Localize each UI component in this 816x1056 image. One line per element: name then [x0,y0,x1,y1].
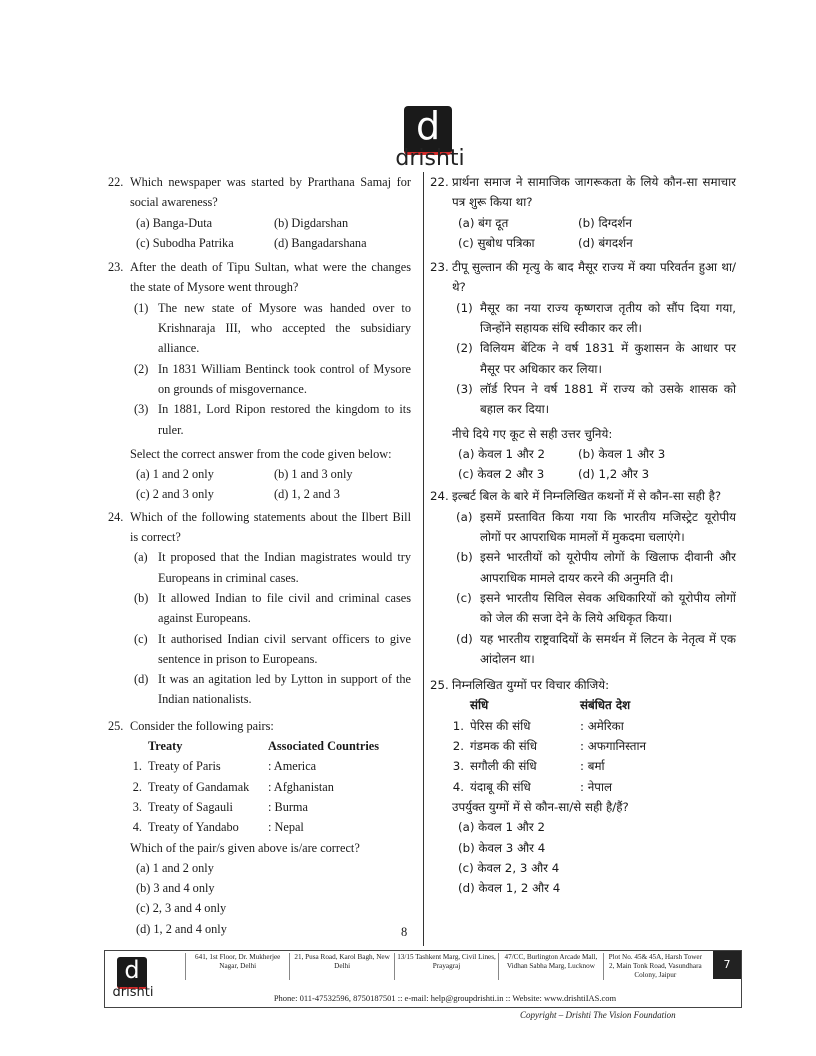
pairs-header [108,736,411,756]
instruction: Select the correct answer from the code given below: [130,446,392,461]
options-22-en [108,213,411,254]
question-25-en: 25. Consider the following pairs: [108,718,274,733]
question-24-en: 24. Which of the following statements about the Ilbert Bill is correct? [108,509,411,545]
question-text: Which of the following statements about the Ilbert Bill is correct? [130,509,411,545]
option: (a) केवल 1 और 2 [458,446,545,461]
copyright: Copyright – Drishti The Vision Foundation [520,1010,676,1020]
option: (b) Digdarshan [274,215,349,230]
question-23-en: 23. After the death of Tipu Sultan, what were the changes the state of Mysore went through? [108,260,411,295]
pair-row: 3. सगौली की संधि : बर्मा [452,759,605,774]
footer-brand: drishti [112,985,154,1000]
column-header: Associated Countries [268,739,380,754]
pair-row: 1. पेरिस की संधि : अमेरिका [452,718,624,733]
option: (c) 2 and 3 only [136,487,214,502]
question-text: Which newspaper was started by Prarthana Samaj for social awareness? [130,175,411,210]
option: (a) It proposed that the Indian magistrates would try Europeans in criminal cases. [134,550,411,585]
statement: (2) विलियम बेंटिक ने वर्ष 1831 में कुशासन के आधार पर मैसूर पर अधिकार कर लिया। [456,341,736,376]
pairs-question: Which of the pair/s given above is/are correct? [130,840,360,855]
address: 641, 1st Floor, Dr. Mukherjee Nagar, Delhi [185,953,289,980]
pair-row: 3. Treaty of Sagauli : Burma [132,799,308,814]
statement: (1) मैसूर का नया राज्य कृष्णराज तृतीय को सौंप दिया गया, जिन्होंने सहायक संधि स्वीकार कर ली। [456,300,736,336]
question-24-hi: 24. इल्बर्ट बिल के बारे में निम्नलिखित कथनों में से कौन-सा सही है? [430,489,722,504]
option: (d) 1, 2 and 3 [274,487,340,502]
option: (d) बंगदर्शन [578,235,633,250]
option: (b) इसने भारतीयों को यूरोपीय लोगों के खिलाफ दीवानी और आपराधिक मामले दायर करने की अनुमति दी। [456,550,736,585]
english-column [108,172,411,939]
option: (d) यह भारतीय राष्ट्रवादियों के समर्थन में लिटन के नेतृत्व में एक आंदोलन था। [456,631,736,666]
pairs-header [430,695,736,715]
addresses [185,953,707,980]
question-text: निम्नलिखित युग्मों पर विचार कीजिये: [452,678,610,693]
question-text: इल्बर्ट बिल के बारे में निम्नलिखित कथनों में से कौन-सा सही है? [452,489,722,504]
question-22-en: 22. Which newspaper was started by Prarthana Samaj for social awareness? [108,175,411,210]
pair-row: 4. Treaty of Yandabo : Nepal [132,820,304,835]
option: (b) 3 and 4 only [136,881,215,896]
options-23-en [108,464,411,505]
column-header: Treaty [148,739,183,754]
address: 47/CC, Burlington Arcade Mall, Vidhan Sabha Marg, Lucknow [498,953,602,980]
option: (d) केवल 1, 2 और 4 [458,881,561,896]
option: (b) दिग्दर्शन [578,215,632,230]
logo-glyph: d [415,104,441,148]
options-23-hi [430,444,736,485]
brand-name: drishti [395,146,465,171]
option: (a) इसमें प्रस्तावित किया गया कि भारतीय मजिस्ट्रेट यूरोपीय लोगों पर आपराधिक मामलों में मुकदमा चलाएंगे। [456,509,736,545]
option: (a) बंग दूत [458,215,509,230]
option: (d) It was an agitation led by Lytton in support of the Indian nationalists. [134,672,411,707]
pair-row: 1. Treaty of Paris : America [132,759,317,774]
statement: (2) In 1831 William Bentinck took control of Mysore on grounds of misgovernance. [134,361,411,396]
instruction: नीचे दिये गए कूट से सही उत्तर चुनिये: [452,426,613,441]
options-22-hi [430,213,736,254]
option: (c) 2, 3 and 4 only [136,901,227,916]
option: (c) केवल 2, 3 और 4 [458,860,560,875]
page-number: 8 [401,925,408,939]
option: (c) केवल 2 और 3 [458,467,545,482]
question-text: प्रार्थना समाज ने सामाजिक जागरूकता के लिये कौन-सा समाचार पत्र शुरू किया था? [452,175,736,210]
option: (b) केवल 1 और 3 [578,446,666,461]
pair-row: 2. Treaty of Gandamak : Afghanistan [132,779,334,794]
column-header: संबंधित देश [580,698,631,713]
question-23-hi: 23. टीपू सुल्तान की मृत्यु के बाद मैसूर राज्य में क्या परिवर्तन हुआ था/थे? [430,260,736,295]
option: (a) Banga-Duta [136,215,213,230]
pairs-question: उपर्युक्त युग्मों में से कौन-सा/से सही है/हैं? [452,799,629,814]
question-22-hi: 22. प्रार्थना समाज ने सामाजिक जागरूकता के लिये कौन-सा समाचार पत्र शुरू किया था? [430,175,736,210]
option: (b) It allowed Indian to file civil and criminal cases against Europeans. [134,590,411,626]
statement: (3) In 1881, Lord Ripon restored the kingdom to its ruler. [134,402,411,437]
option: (d) 1, 2 and 4 only [136,921,227,936]
option: (b) 1 and 3 only [274,467,353,482]
question-text: Consider the following pairs: [130,718,274,733]
question-25-hi: 25. निम्नलिखित युग्मों पर विचार कीजिये: [430,678,610,693]
question-text: टीपू सुल्तान की मृत्यु के बाद मैसूर राज्य में क्या परिवर्तन हुआ था/थे? [452,260,736,295]
footer-logo: d [117,957,147,989]
address: Plot No. 45& 45A, Harsh Tower 2, Main Tonk Road, Vasundhara Colony, Jaipur [603,953,707,980]
statement: (1) The new state of Mysore was handed over to Krishnaraja III, who accepted the subsidiary alliance. [134,300,411,356]
option: (a) 1 and 2 only [136,467,214,482]
option: (d) 1,2 और 3 [578,467,650,482]
footer-page-number: 7 [713,951,741,979]
option: (d) Bangadarshana [274,235,367,250]
option: (a) 1 and 2 only [136,860,214,875]
address: 21, Pusa Road, Karol Bagh, New Delhi [289,953,393,980]
pair-row: 4. यंदाबू की संधि : नेपाल [452,779,613,794]
option: (c) सुबोध पत्रिका [458,235,535,250]
option: (a) केवल 1 और 2 [458,820,545,835]
footer [104,950,742,1008]
hindi-column [430,172,736,898]
column-divider [423,172,424,946]
question-text: After the death of Tipu Sultan, what were the changes the state of Mysore went through? [130,260,411,295]
option: (b) केवल 3 और 4 [458,840,546,855]
option: (c) It authorised Indian civil servant officers to give sentence in prison to Europeans. [134,631,411,666]
pair-row: 2. गंडमक की संधि : अफगानिस्तान [452,739,647,754]
statement: (3) लॉर्ड रिपन ने वर्ष 1881 में राज्य को उसके शासक को बहाल कर दिया। [456,381,736,417]
column-header: संधि [470,698,489,713]
address: 13/15 Tashkent Marg, Civil Lines, Prayagraj [394,953,498,980]
option: (c) Subodha Patrika [136,235,234,250]
option: (c) इसने भारतीय सिविल सेवक अधिकारियों को यूरोपीय लोगों को जेल की सजा देने के लिये अधिकृत किया। [456,590,736,626]
contact-line: Phone: 011-47532596, 8750187501 :: e-mail: help@groupdrishti.in :: Website: www.drishtiIAS.com [273,993,617,1003]
